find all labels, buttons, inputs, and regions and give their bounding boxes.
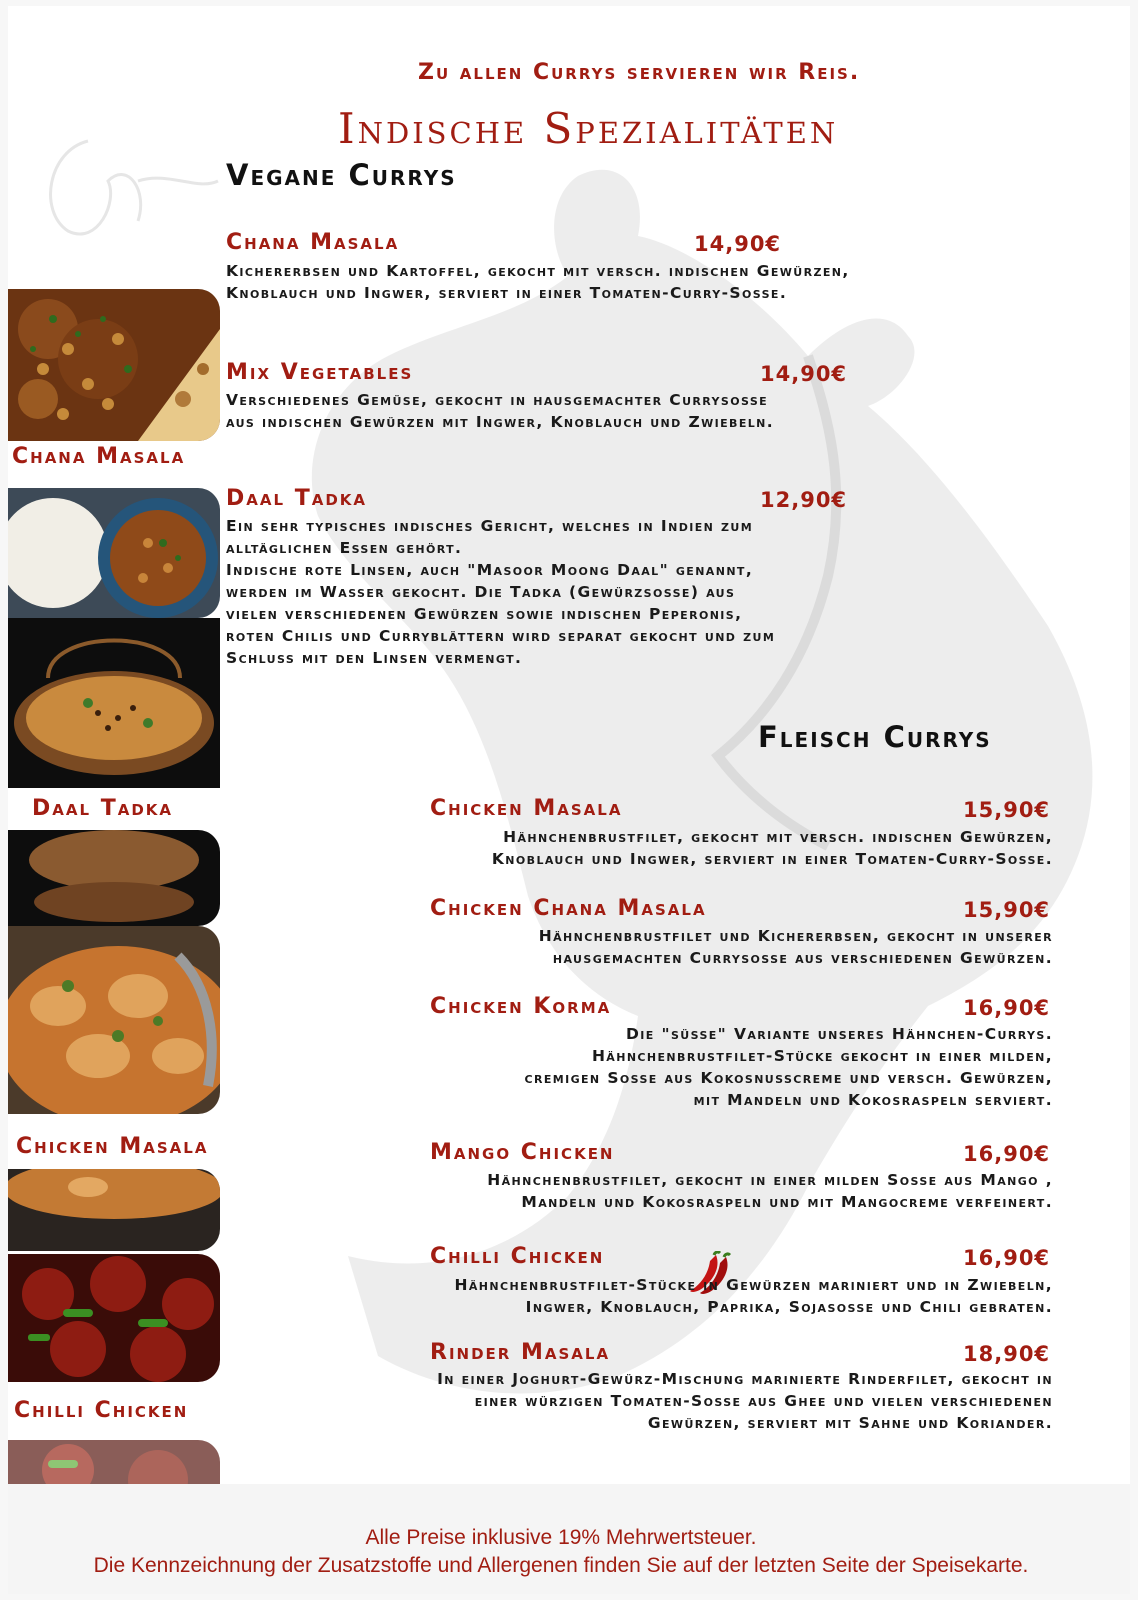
allergen-note: Die Kennzeichnung der Zusatzstoffe und Allergenen finden Sie auf der letzten Seite der Speisekarte. [93,1554,1029,1577]
item-name: Daal Tadka [226,486,367,511]
watermark-logo [28,121,228,261]
item-description: Verschiedenes Gemüse, gekocht in hausgemachter Currysosse aus indischen Gewürzen mit Ingwer, Knoblauch und Zwiebeln. [226,391,775,431]
item-description: Die "süsse" Variante unseres Hähnchen-Currys. Hähnchenbrustfilet-Stücke gekocht in einer milden, cremigen Sosse aus Kokosnusscreme und versch. Gewürzen, mit Mandeln und Kokosraspeln serviert. [524,1025,1053,1109]
page-title: Indische Spezialitäten [338,104,839,153]
item-name: Chilli Chicken [430,1244,605,1269]
item-name: Chicken Korma [430,994,612,1019]
item-name: Mango Chicken [430,1140,615,1165]
chicken-masala-photo [8,926,220,1114]
item-price: 16,90€ [963,996,1051,1020]
photo-caption: Chicken Masala [16,1134,209,1159]
photo-caption: Chana Masala [12,444,186,469]
item-name: Chicken Chana Masala [430,896,707,921]
menu-page [8,6,1130,1594]
item-price: 18,90€ [963,1342,1051,1366]
item-name: Mix Vegetables [226,360,414,385]
vat-note: Alle Preise inklusive 19% Mehrwertsteuer. [365,1526,757,1549]
item-name: Rinder Masala [430,1340,611,1365]
item-description: In einer Joghurt-Gewürz-Mischung marinierte Rinderfilet, gekocht in einer würzigen Tomaten-Sosse aus Ghee und vielen verschiedenen Gewürzen, serviert mit Sahne und Koriander. [437,1370,1053,1432]
item-description: Hähnchenbrustfilet, gekocht in einer milden Sosse aus Mango , Mandeln und Kokosraspeln und mit Mangocreme verfeinert. [487,1171,1053,1211]
item-description: Kichererbsen und Kartoffel, gekocht mit versch. indischen Gewürzen, Knoblauch und Ingwer, serviert in einer Tomaten-Curry-Sosse. [226,262,850,302]
section-heading-vegan: Vegane Currys [226,158,457,192]
curry-bowl-photo [8,1169,220,1251]
rice-and-curry-photo [8,488,220,618]
item-price: 16,90€ [963,1246,1051,1270]
daal-tadka-photo [8,618,220,788]
copper-pot-photo [8,830,220,926]
item-description: Ein sehr typisches indisches Gericht, welches in Indien zum alltäglichen Essen gehört. Indische rote Linsen, auch "Masoor Moong Daal" genannt, werden im Wasser gekocht. Die Tadka (Gewürzsosse) aus vielen verschiedenen Gewürzen sowie indischen Peperonis, roten Chilis und Curryblättern wird separat gekocht und zum Schluss mit den Linsen vermengt. [226,517,776,667]
item-price: 15,90€ [963,898,1051,922]
item-price: 12,90€ [760,488,848,512]
item-price: 15,90€ [963,798,1051,822]
item-price: 16,90€ [963,1142,1051,1166]
item-price: 14,90€ [694,232,782,256]
rice-note: Zu allen Currys servieren wir Reis. [418,60,861,85]
item-description: Hähnchenbrustfilet-Stücke in Gewürzen mariniert und in Zwiebeln, Ingwer, Knoblauch, Paprika, Sojasosse und Chili gebraten. [454,1276,1053,1316]
chilli-chicken-photo [8,1254,220,1382]
section-heading-meat: Fleisch Currys [758,720,992,754]
item-description: Hähnchenbrustfilet und Kichererbsen, gekocht in unserer hausgemachten Currysosse aus verschiedenen Gewürzen. [538,927,1053,967]
photo-caption: Chilli Chicken [14,1398,189,1423]
item-price: 14,90€ [760,362,848,386]
photo-caption: Daal Tadka [32,796,173,821]
item-name: Chana Masala [226,230,400,255]
item-description: Hähnchenbrustfilet, gekocht mit versch. indischen Gewürzen, Knoblauch und Ingwer, serviert in einer Tomaten-Curry-Sosse. [491,828,1053,868]
item-name: Chicken Masala [430,796,623,821]
chana-masala-photo [8,289,220,441]
